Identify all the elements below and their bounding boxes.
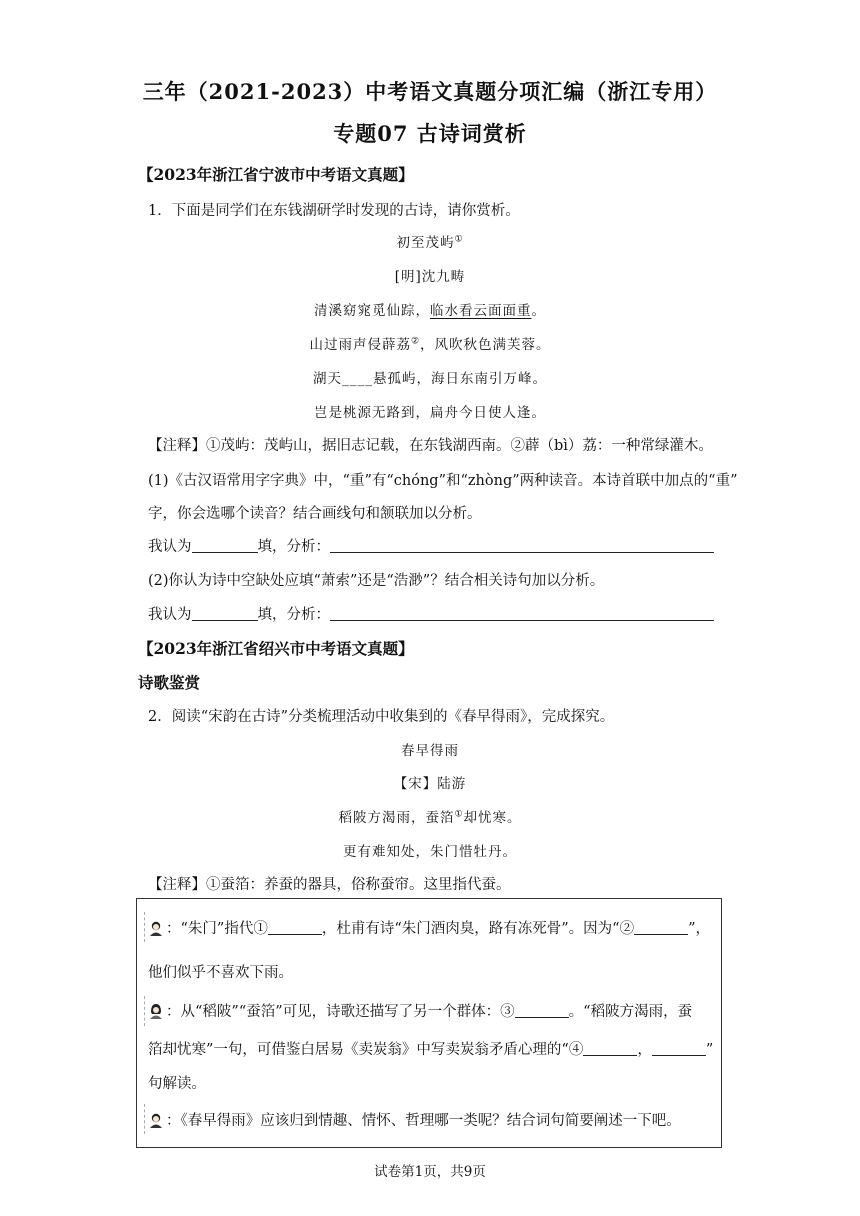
dialog-blank-2[interactable] — [634, 920, 688, 935]
dialog-2-line1: ：从“稻陂”“蚕箔”可见，诗歌还描写了另一个群体：③ 。“稻陂方渴雨，蚕 — [148, 1000, 692, 1021]
page-subtitle: 专题07 古诗词赏析 — [333, 121, 527, 146]
dialog-1-line2: 他们似乎不喜欢下雨。 — [148, 965, 293, 981]
dialog-blank-4a[interactable] — [583, 1041, 637, 1056]
dialog-blank-1[interactable] — [268, 920, 322, 935]
dialog-1-line1: ：“朱门”指代① ，杜甫有诗“朱门酒肉臭，路有冻死骨”。因为“② ”， — [148, 917, 710, 938]
dialog-blank-3[interactable] — [515, 1003, 569, 1018]
section1-heading: 【2023年浙江省宁波市中考语文真题】 — [138, 165, 414, 184]
poem2-title: 春早得雨 — [401, 743, 459, 759]
student-boy-icon — [148, 1112, 164, 1128]
section2-heading: 【2023年浙江省绍兴市中考语文真题】 — [138, 639, 414, 658]
poem2-author: 【宋】陆游 — [393, 776, 467, 792]
dialog-3-line1: ：《春早得雨》应该归到情趣、情怀、哲理哪一类呢？结合词句简要阐述一下吧。 — [148, 1109, 681, 1130]
page-footer: 试卷第1页，共9页 — [374, 1164, 486, 1180]
student-boy-icon — [148, 920, 164, 936]
underlined-line: 临水看云面面重 — [430, 303, 532, 319]
page-title: 三年（2021-2023）中考语文真题分项汇编（浙江专用） — [142, 79, 718, 104]
poem2-line2: 更有难知处，朱门惜牡丹。 — [343, 844, 517, 860]
poem-blank[interactable]: ____ — [342, 371, 373, 387]
poem1-title: 初至茂屿① — [396, 234, 464, 251]
answer-blank-long[interactable] — [330, 606, 714, 621]
poem1-line2: 山过雨声侵薜荔②，风吹秋色满芙蓉。 — [309, 336, 551, 353]
question1-1-line2: 字，你会选哪个读音？结合画线句和颔联加以分析。 — [148, 506, 482, 522]
dialog-divider — [144, 996, 146, 1026]
answer-line-2: 我认为 填，分析： — [148, 603, 714, 624]
poem2-annotation: 【注释】①蚕箔：养蚕的器具，俗称蚕帘。这里指代蚕。 — [148, 877, 511, 893]
poem1-line3: 湖天____悬孤屿，海日东南引万峰。 — [313, 371, 547, 387]
answer-line-1: 我认为 填，分析： — [148, 535, 714, 556]
dialog-divider — [144, 1104, 146, 1134]
question1-1-line1: (1)《古汉语常用字字典》中，“重”有“chóng”和“zhòng”两种读音。本诗首联中加点的“重” — [148, 473, 738, 489]
dialog-2-line2: 箔却忧寒”一句，可借鉴白居易《卖炭翁》中写卖炭翁矛盾心理的“④ ， ” — [148, 1042, 714, 1058]
poem1-line1: 清溪窈窕觅仙踪，临水看云面面重。 — [314, 303, 546, 319]
section2-subheading: 诗歌鉴赏 — [138, 674, 201, 692]
poem2-line1: 稻陂方渴雨，蚕箔①却忧寒。 — [338, 809, 522, 826]
dialog-2-line3: 句解读。 — [148, 1076, 206, 1092]
question1-intro: 1．下面是同学们在东钱湖研学时发现的古诗，请你赏析。 — [148, 203, 520, 219]
question1-2: (2)你认为诗中空缺处应填“萧索”还是“浩渺”？结合相关诗句加以分析。 — [148, 573, 605, 589]
answer-blank-short[interactable] — [192, 538, 258, 553]
student-girl-icon — [148, 1003, 164, 1019]
poem1-line4: 岂是桃源无路到，扁舟今日使人逢。 — [314, 405, 546, 421]
answer-blank-short[interactable] — [192, 606, 258, 621]
poem1-annotation: 【注释】①茂屿：茂屿山，据旧志记载，在东钱湖西南。②薜（bì）荔：一种常绿灌木。 — [148, 438, 713, 454]
poem1-author: [明]沈九畴 — [394, 269, 466, 285]
dialog-divider — [144, 912, 146, 942]
dialog-blank-4b[interactable] — [652, 1041, 706, 1056]
answer-blank-long[interactable] — [330, 538, 714, 553]
question2-intro: 2．阅读“宋韵在古诗”分类梳理活动中收集到的《春早得雨》，完成探究。 — [148, 709, 615, 725]
